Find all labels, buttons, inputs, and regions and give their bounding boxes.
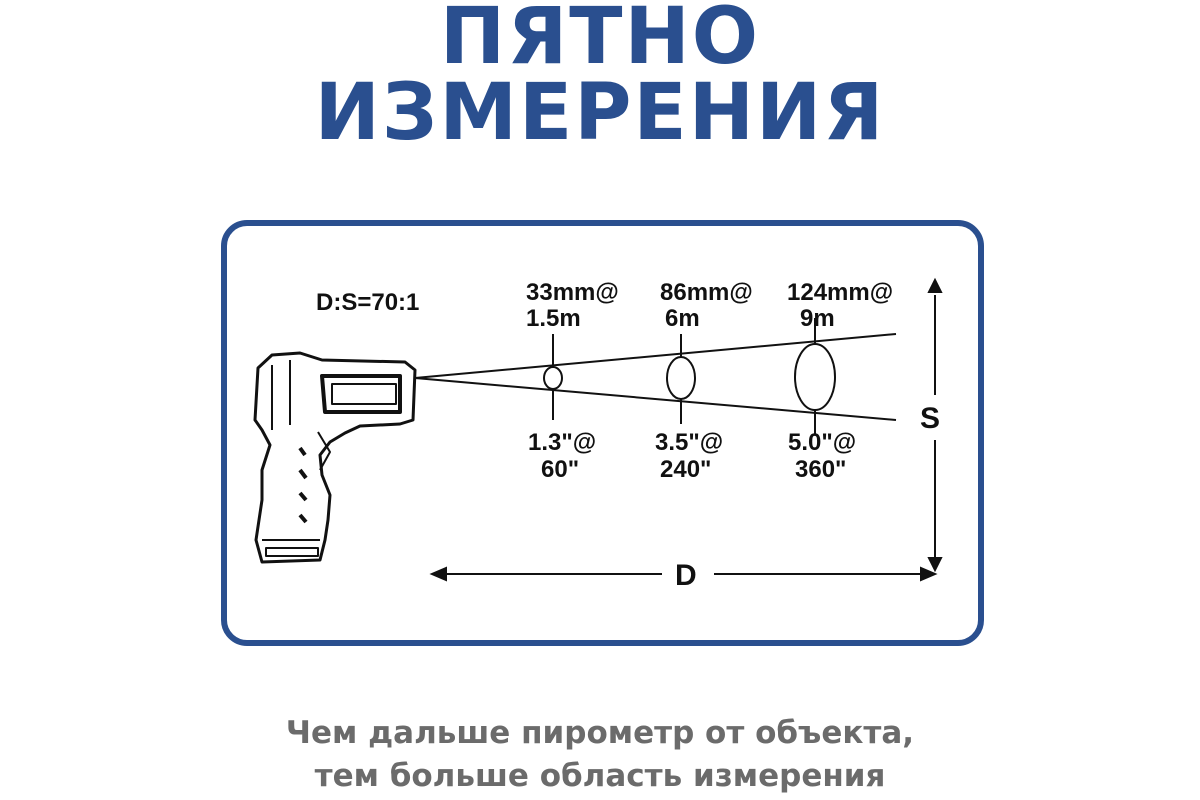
spot-2-bottom-line1: 3.5"@ [655,429,724,456]
spot-2-top-line2: 6m [665,305,700,332]
spot-2-top-line1: 86mm@ [660,279,753,306]
caption-line-1: Чем дальше пирометр от объекта, [285,715,915,751]
spot-3 [795,318,835,434]
spot-2 [667,334,695,424]
caption-line-2: тем больше область измерения [314,758,886,794]
title-line-2: ИЗМЕРЕНИЯ [314,68,886,158]
ratio-label: D:S=70:1 [316,289,420,316]
spot-3-bottom-line2: 360" [795,456,847,483]
title-line-1: ПЯТНО [439,0,761,82]
spot-1-bottom-line2: 60" [541,456,580,483]
s-axis-label: S [920,402,941,435]
spot-3-top-line2: 9m [800,305,835,332]
spot-1-top-line1: 33mm@ [526,279,619,306]
spot-3-top-line1: 124mm@ [787,279,894,306]
pyrometer-icon [255,353,415,562]
spot-1-top-line2: 1.5m [526,305,581,332]
spot-3-bottom-line1: 5.0"@ [788,429,857,456]
d-axis-label: D [675,559,697,592]
spot-1-bottom-line1: 1.3"@ [528,429,597,456]
spot-1 [544,334,562,420]
spot-2-bottom-line2: 240" [660,456,712,483]
